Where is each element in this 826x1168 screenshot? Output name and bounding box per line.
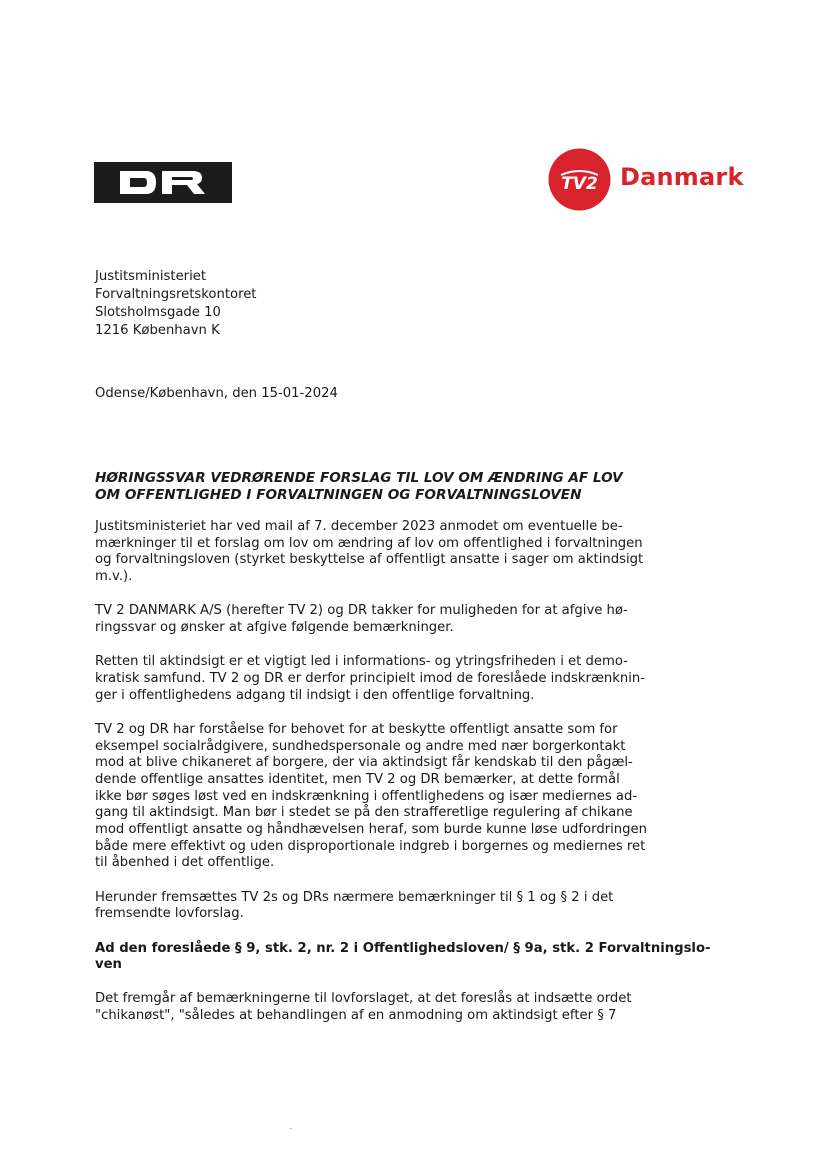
dr-logo [94, 162, 232, 203]
address-line: Slotsholmsgade 10 [95, 305, 221, 320]
text-line: m.v.). [95, 569, 133, 585]
text-line: "chikanøst", "således at behandlingen af en anmodning om aktindsigt efter § 7 [95, 1008, 617, 1024]
document-body [95, 519, 711, 1042]
paragraph-thanks [95, 603, 628, 636]
text-line: dende offentlige ansattes identitet, men TV 2 og DR bemærker, at dette formål [95, 771, 620, 787]
date-line: Odense/København, den 15-01-2024 [95, 386, 338, 401]
text-line: ringssvar og ønsker at afgive følgende bemærkninger. [95, 620, 454, 636]
text-line: både mere effektivt og uden disproportionale indgreb i borgernes og mediernes ret [95, 838, 646, 854]
recipient-address [95, 268, 256, 340]
address-line: Forvaltningsretskontoret [95, 287, 257, 302]
text-line: eksempel socialrådgivere, sundhedspersonale og andre med nær borgerkontakt [95, 738, 626, 754]
subheading-line: Ad den foreslåede § 9, stk. 2, nr. 2 i Offentlighedsloven/ § 9a, stk. 2 Forvaltningslo- [95, 940, 711, 956]
text-line: fremsendte lovforslag. [95, 906, 244, 922]
title-line: HØRINGSSVAR VEDRØRENDE FORSLAG TIL LOV OM ÆNDRING AF LOV [95, 470, 623, 486]
address-line: 1216 København K [95, 323, 220, 338]
tv2-wordmark: Danmark [620, 163, 744, 191]
paragraph-understanding [95, 721, 647, 872]
document-title [95, 470, 625, 504]
text-line: Justitsministeriet har ved mail af 7. december 2023 anmodet om eventuelle be- [95, 519, 623, 534]
text-line: ikke bør søges løst ved en indskrænkning i offentlighedens og især mediernes ad- [95, 788, 638, 804]
text-line: Det fremgår af bemærkningerne til lovforslaget, at det foreslås at indsætte ordet [95, 991, 632, 1007]
paragraph-right-of-access [95, 654, 646, 704]
text-line: Retten til aktindsigt er et vigtigt led i informations- og ytringsfriheden i et demo- [95, 654, 628, 670]
text-line: TV 2 og DR har forståelse for behovet for at beskytte offentligt ansatte som for [95, 721, 618, 737]
text-line: til åbenhed i det offentlige. [95, 855, 275, 871]
text-line: Herunder fremsættes TV 2s og DRs nærmere bemærkninger til § 1 og § 2 i det [95, 889, 614, 905]
tv2-badge-icon [548, 148, 611, 211]
scan-speck [290, 1128, 292, 1129]
text-line: kratisk samfund. TV 2 og DR er derfor principielt imod de foreslåede indskrænknin- [95, 670, 646, 686]
text-line: mærkninger til et forslag om lov om ændring af lov om offentlighed i forvaltningen [95, 535, 643, 551]
paragraph-intro [95, 519, 644, 586]
text-line: og forvaltningsloven (styrket beskyttelse af offentligt ansatte i sager om aktindsigt [95, 552, 644, 568]
text-line: TV 2 DANMARK A/S (herefter TV 2) og DR takker for muligheden for at afgive hø- [95, 603, 628, 619]
address-line: Justitsministeriet [95, 269, 207, 284]
paragraph-explanatory-notes [95, 991, 632, 1024]
text-line: mod at blive chikaneret af borgere, der via aktindsigt får kendskab til den pågæl- [95, 755, 633, 771]
paragraph-remarks-intro [95, 890, 625, 923]
subheading-line: ven [95, 957, 122, 973]
text-line: ger i offentlighedens adgang til indsigt i den offentlige forvaltning. [95, 687, 535, 703]
section-subheading [95, 940, 711, 974]
tv2-badge-text: TV2 [561, 174, 598, 194]
text-line: gang til aktindsigt. Man bør i stedet se på den strafferetlige regulering af chikane [95, 805, 633, 821]
text-line: mod offentligt ansatte og håndhævelsen heraf, som burde kunne løse udfordringen [95, 822, 647, 838]
dr-logo-icon [94, 162, 232, 203]
title-line: OM OFFENTLIGHED I FORVALTNINGEN OG FORVALTNINGSLOVEN [95, 487, 582, 503]
